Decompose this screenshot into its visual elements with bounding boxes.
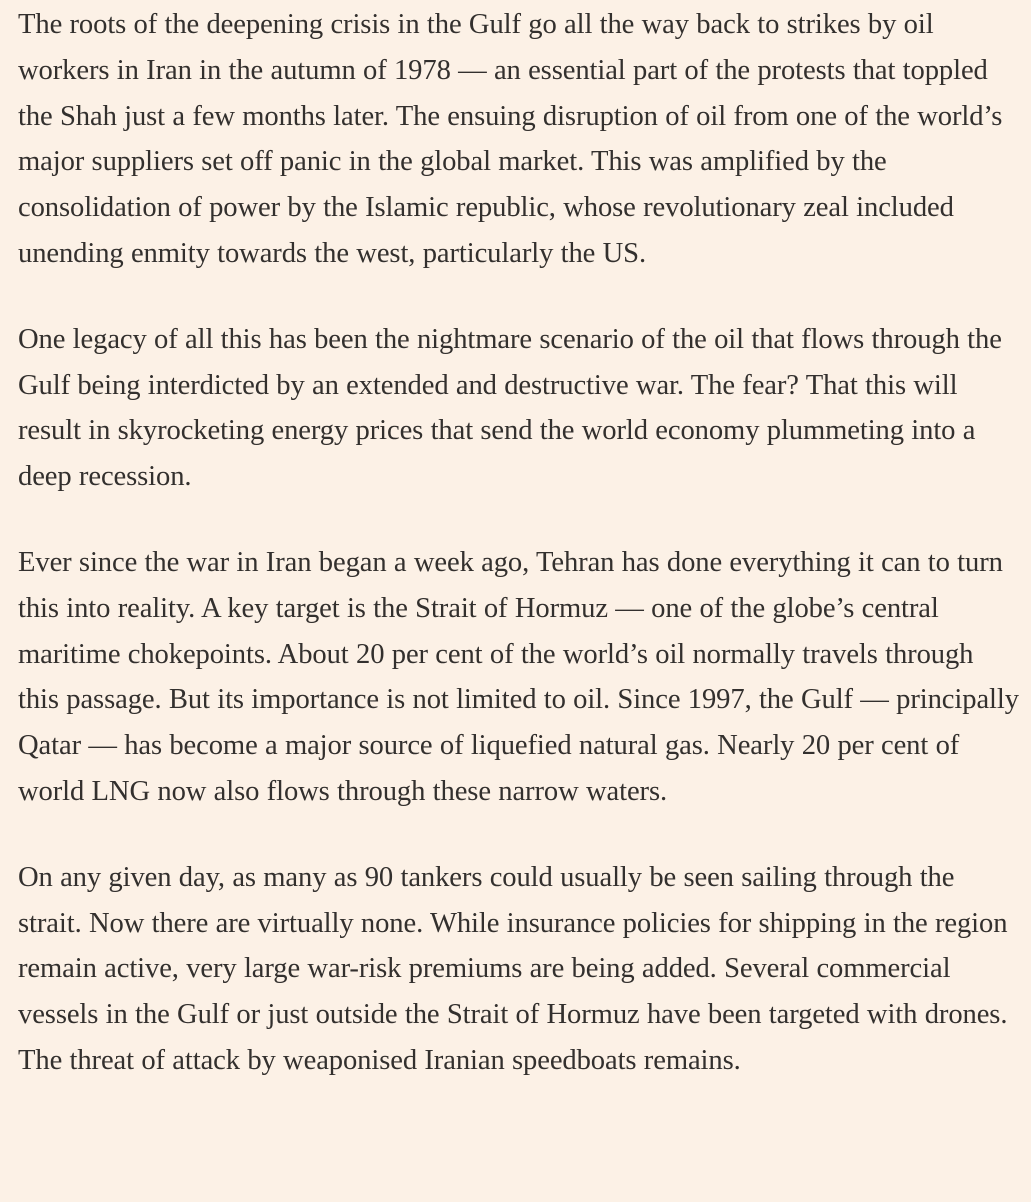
article-body (0, 2, 1031, 1084)
article-paragraph-1: The roots of the deepening crisis in the Gulf go all the way back to strikes by oil workers in Iran in the autumn of 1978 — an essential part of the protests that toppled the Shah just a few months later. The ensuing disruption of oil from one of the world’s major suppliers set off panic in the global market. This was amplified by the consolidation of power by the Islamic republic, whose revolutionary zeal included unending enmity towards the west, particularly the US. (18, 9, 1003, 269)
article-paragraph-3: Ever since the war in Iran began a week ago, Tehran has done everything it can to turn this into reality. A key target is the Strait of Hormuz — one of the globe’s central maritime chokepoints. About 20 per cent of the world’s oil normally travels through this passage. But its importance is not limited to oil. Since 1997, the Gulf — principally Qatar — has become a major source of liquefied natural gas. Nearly 20 per cent of world LNG now also flows through these narrow waters. (18, 546, 1019, 807)
article-paragraph-2: One legacy of all this has been the nightmare scenario of the oil that flows through the Gulf being interdicted by an extended and destructive war. The fear? That this will result in skyrocketing energy prices that send the world economy plummeting into a deep recession. (18, 323, 1002, 493)
article-paragraph-4: On any given day, as many as 90 tankers could usually be seen sailing through the strait. Now there are virtually none. While insurance policies for shipping in the region remain active, very large war-risk premiums are being added. Several commercial vessels in the Gulf or just outside the Strait of Hormuz have been targeted with drones. The threat of attack by weaponised Iranian speedboats remains. (18, 861, 1008, 1076)
